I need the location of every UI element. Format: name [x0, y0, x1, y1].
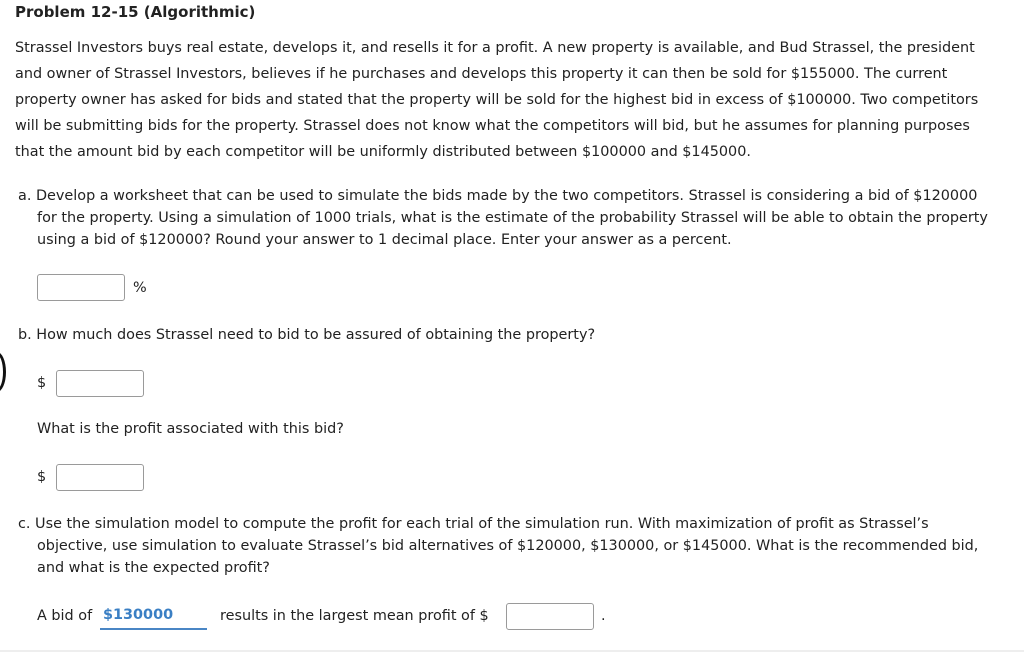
- probability-percent-input[interactable]: [37, 274, 125, 301]
- bottom-divider: [0, 650, 1024, 652]
- part-b-question: b. How much does Strassel need to bid to be assured of obtaining the property?: [18, 327, 596, 343]
- part-a-question-line: using a bid of $120000? Round your answer to 1 decimal place. Enter your answer as a percent.: [37, 232, 732, 248]
- assured-bid-profit-input[interactable]: [56, 464, 144, 491]
- answer-middle-text: results in the largest mean profit of $: [220, 608, 489, 624]
- intro-text-line: will be submitting bids for the property. Strassel does not know what the competitors will bid, but he assumes for planning purposes: [15, 118, 970, 134]
- recommended-bid-value: $130000: [103, 607, 174, 623]
- profit-currency-label: $: [37, 469, 47, 485]
- answer-suffix-text: .: [601, 608, 606, 624]
- bid-currency-label: $: [37, 375, 47, 391]
- percent-unit-label: %: [133, 280, 147, 296]
- largest-mean-profit-input[interactable]: [506, 603, 594, 630]
- intro-text-line: that the amount bid by each competitor will be uniformly distributed between $100000 and $145000.: [15, 144, 751, 160]
- profit-question: What is the profit associated with this bid?: [37, 421, 344, 437]
- answer-prefix-text: A bid of: [37, 608, 93, 624]
- part-c-question-line: c. Use the simulation model to compute the profit for each trial of the simulation run. With maximization of profit as Strassel’s: [18, 516, 929, 532]
- intro-text-line: property owner has asked for bids and stated that the property will be sold for the highest bid in excess of $100000. Two competitors: [15, 92, 979, 108]
- problem-title: Problem 12-15 (Algorithmic): [15, 3, 256, 21]
- part-a-question-line: a. Develop a worksheet that can be used to simulate the bids made by the two competitors. Strassel is considering a bid of $120000: [18, 188, 978, 204]
- part-a-question-line: for the property. Using a simulation of 1000 trials, what is the estimate of the probability Strassel will be able to obtain the property: [37, 210, 988, 226]
- part-c-question-line: objective, use simulation to evaluate Strassel’s bid alternatives of $120000, $130000, or $145000. What is the recommended bid,: [37, 538, 979, 554]
- intro-text-line: Strassel Investors buys real estate, develops it, and resells it for a profit. A new property is available, and Bud Strassel, the president: [15, 40, 975, 56]
- part-c-question-line: and what is the expected profit?: [37, 560, 270, 576]
- recommended-bid-select[interactable]: [100, 603, 207, 630]
- assured-bid-input[interactable]: [56, 370, 144, 397]
- page-edge-mark: [0, 352, 6, 392]
- intro-text-line: and owner of Strassel Investors, believes if he purchases and develops this property it can then be sold for $155000. The current: [15, 66, 948, 82]
